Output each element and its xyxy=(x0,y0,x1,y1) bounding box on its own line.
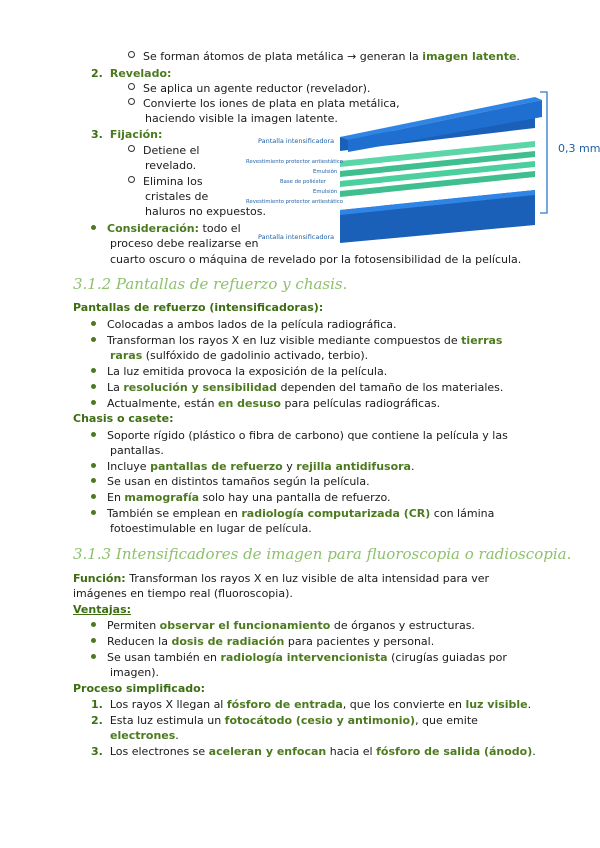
bullet-icon xyxy=(91,494,96,499)
label-revestimiento-bottom: Revestimiento protector antiestático xyxy=(246,199,343,205)
subheading-proceso: Proceso simplificado: xyxy=(73,682,206,695)
circle-bullet-icon xyxy=(128,83,135,90)
list-item: Se usan en distintos tamaños según la película. xyxy=(91,474,370,489)
section-heading-312: 3.1.2 Pantallas de refuerzo y chasis. xyxy=(73,275,348,293)
bullet-icon xyxy=(91,384,96,389)
bullet-icon xyxy=(91,478,96,483)
list-item: También se emplean en radiología computarizada (CR) con lámina xyxy=(91,506,494,521)
bullet-icon xyxy=(91,463,96,468)
list-item-continuation: cristales de xyxy=(145,190,209,203)
subheading-pantallas: Pantallas de refuerzo (intensificadoras): xyxy=(73,301,324,314)
bullet-icon xyxy=(91,400,96,405)
bullet-icon xyxy=(91,321,96,326)
list-item-continuation: haciendo visible la imagen latente. xyxy=(145,112,338,125)
bullet-icon xyxy=(91,654,96,659)
funcion-paragraph-line: imágenes en tiempo real (fluoroscopia). xyxy=(73,587,293,600)
circle-bullet-icon xyxy=(128,51,135,58)
circle-bullet-icon xyxy=(128,145,135,152)
list-item: Elimina los xyxy=(128,174,203,189)
list-item: En mamografía solo hay una pantalla de refuerzo. xyxy=(91,490,391,505)
list-item: Detiene el xyxy=(128,143,199,158)
subheading-ventajas: Ventajas: xyxy=(73,603,132,616)
list-item: Actualmente, están en desuso para películas radiográficas. xyxy=(91,396,440,411)
list-item-continuation: raras (sulfóxido de gadolinio activado, terbio). xyxy=(110,349,369,362)
thickness-label: 0,3 mm xyxy=(558,142,600,155)
bullet-icon xyxy=(91,225,96,230)
label-pantalla-bottom: Pantalla intensificadora xyxy=(258,233,335,241)
list-item: Transforman los rayos X en luz visible mediante compuestos de tierras xyxy=(91,333,502,348)
consideracion-line: proceso debe realizarse en xyxy=(110,237,259,250)
list-item: Se aplica un agente reductor (revelador). xyxy=(128,81,370,96)
numbered-item: 2. Esta luz estimula un fotocátodo (cesio y antimonio), que emite xyxy=(91,714,478,727)
circle-bullet-icon xyxy=(128,176,135,183)
step-revelado: 2. Revelado: xyxy=(91,67,172,80)
label-revestimiento-top: Revestimiento protector antiestático xyxy=(246,159,343,165)
consideracion-line: cuarto oscuro o máquina de revelado por la fotosensibilidad de la película. xyxy=(110,253,522,266)
bullet-icon xyxy=(91,622,96,627)
list-item: Reducen la dosis de radiación para pacientes y personal. xyxy=(91,634,434,649)
numbered-item-continuation: electrones. xyxy=(110,729,179,742)
numbered-item: 1. Los rayos X llegan al fósforo de entrada, que los convierte en luz visible. xyxy=(91,698,532,711)
label-pantalla-top: Pantalla intensificadora xyxy=(258,137,335,145)
list-item: Incluye pantallas de refuerzo y rejilla antidifusora. xyxy=(91,459,414,474)
list-item-continuation: haluros no expuestos. xyxy=(145,205,266,218)
list-item: Colocadas a ambos lados de la película radiográfica. xyxy=(91,317,397,332)
list-item-continuation: pantallas. xyxy=(110,444,164,457)
bullet-icon xyxy=(91,638,96,643)
bullet-icon xyxy=(91,368,96,373)
label-base: Base de poliéster xyxy=(280,179,326,185)
step-fijacion: 3. Fijación: xyxy=(91,128,163,141)
bullet-icon xyxy=(91,337,96,342)
list-item: Soporte rígido (plástico o fibra de carbono) que contiene la película y las xyxy=(91,428,508,443)
bullet-icon xyxy=(91,510,96,515)
list-item: Convierte los iones de plata en plata metálica, xyxy=(128,96,400,111)
list-item: La resolución y sensibilidad dependen del tamaño de los materiales. xyxy=(91,380,503,395)
subheading-chasis: Chasis o casete: xyxy=(73,412,174,425)
label-emulsion-top: Emulsión xyxy=(313,169,338,175)
list-item: Permiten observar el funcionamiento de órganos y estructuras. xyxy=(91,618,475,633)
list-item-continuation: imagen). xyxy=(110,666,160,679)
bullet-icon xyxy=(91,432,96,437)
film-layers-figure xyxy=(240,85,600,250)
list-item-continuation: fotoestimulable en lugar de película. xyxy=(110,522,312,535)
list-item: Se usan también en radiología intervencionista (cirugías guiadas por xyxy=(91,650,507,665)
consideracion-item: Consideración: todo el xyxy=(91,221,241,236)
numbered-item: 3. Los electrones se aceleran y enfocan hacia el fósforo de salida (ánodo). xyxy=(91,745,536,758)
list-item: La luz emitida provoca la exposición de la película. xyxy=(91,364,387,379)
list-item-continuation: revelado. xyxy=(145,159,197,172)
section-heading-313: 3.1.3 Intensificadores de imagen para fluoroscopia o radioscopia. xyxy=(73,545,572,563)
list-item-formacion: Se forman átomos de plata metálica → generan la imagen latente. xyxy=(128,49,520,64)
circle-bullet-icon xyxy=(128,98,135,105)
label-emulsion-bottom: Emulsión xyxy=(313,189,338,195)
funcion-paragraph: Función: Transforman los rayos X en luz visible de alta intensidad para ver xyxy=(73,572,490,585)
